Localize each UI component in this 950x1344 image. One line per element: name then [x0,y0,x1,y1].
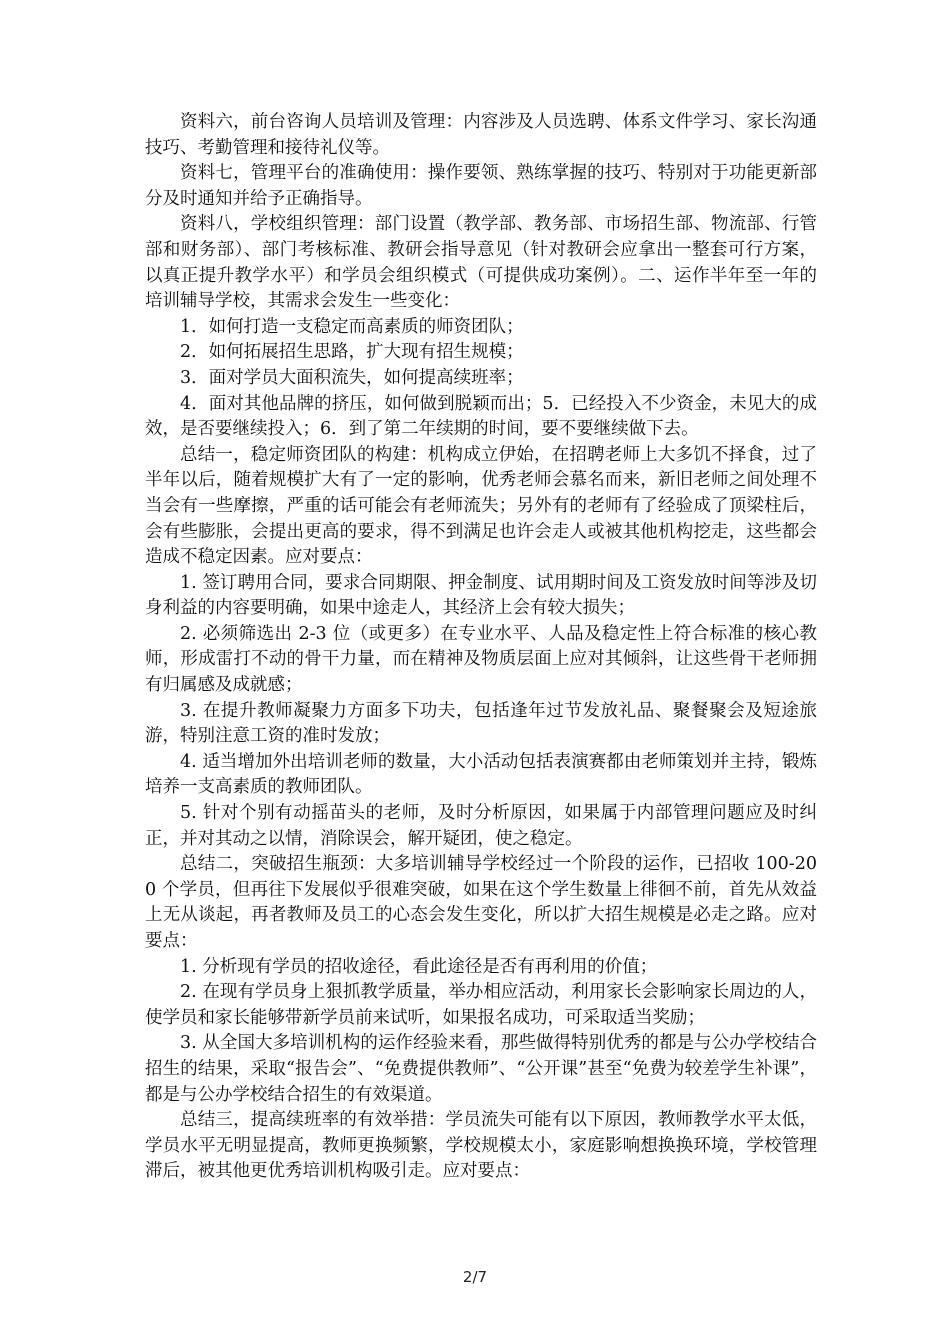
list-item-summary-one-1: 1. 签订聘用合同，要求合同期限、押金制度、试用期时间及工资发放时间等涉及切身利益的内容要明确，如果中途走人，其经济上会有较大损失； [145,572,817,619]
list-item-summary-one-3: 3. 在提升教师凝聚力方面多下功夫，包括逢年过节发放礼品、聚餐聚会及短途旅游，特别注意工资的准时发放； [145,700,817,747]
list-item-summary-one-5: 5. 针对个别有动摇苗头的老师，及时分析原因，如果属于内部管理问题应及时纠正，并对其动之以情，消除误会，解开疑团，使之稳定。 [145,803,817,849]
paragraph-material-eight: 资料八，学校组织管理：部门设置（教学部、教务部、市场招生部、物流部、行管部和财务部）、部门考核标准、教研会指导意见（针对教研会应拿出一整套可行方案，以真正提升教学水平）和学员会组织模式（可提供成功案例）。二、运作半年至一年的培训辅导学校，其需求会发生一些变化： [145,214,817,312]
list-item-summary-two-1: 1. 分析现有学员的招收途径，看此途径是否有再利用的价值； [180,956,658,977]
list-item-summary-one-2: 2. 必须筛选出 2-3 位（或更多）在专业水平、人品及稳定性上符合标准的核心教师，形成雷打不动的骨干力量，而在精神及物质层面上应对其倾斜，让这些骨干老师拥有归属感及成就感； [145,623,817,696]
list-item-need-3: 3．面对学员大面积流失，如何提高续班率； [180,367,524,388]
paragraph-summary-one: 总结一，稳定师资团队的构建：机构成立伊始，在招聘老师上大多饥不择食，过了半年以后，随着规模扩大有了一定的影响，优秀老师会慕名而来，新旧老师之间处理不当会有一些摩擦，严重的话可能会有老师流失；另外有的老师有了经验成了顶梁柱后，会有些膨胀，会提出更高的要求，得不到满足也许会走人或被其他机构挖走，这些都会造成不稳定因素。应对要点： [145,444,817,568]
list-item-need-2: 2．如何拓展招生思路，扩大现有招生规模； [180,342,524,363]
paragraph-summary-three: 总结三，提高续班率的有效举措：学员流失可能有以下原因，教师教学水平太低，学员水平无明显提高，教师更换频繁，学校规模太小，家庭影响想换换环境，学校管理滞后，被其他更优秀培训机构吸引走。应对要点： [145,1110,817,1182]
paragraph-summary-two: 总结二，突破招生瓶颈：大多培训辅导学校经过一个阶段的运作，已招收 100-200 个学员，但再往下发展似乎很难突破，如果在这个学生数量上徘徊不前，首先从效益上无从谈起，再者教师及员工的心态会发生变化，所以扩大招生规模是必走之路。应对要点： [145,854,817,951]
document-body [145,110,817,1185]
list-item-need-1: 1．如何打造一支稳定而高素质的师资团队； [180,316,524,337]
page-number: 2/7 [462,1268,488,1286]
list-item-summary-two-3: 3. 从全国大多培训机构的运作经验来看，那些做得特别优秀的都是与公办学校结合招生的结果，采取“报告会”、“免费提供教师”、“公开课”甚至“免费为较差学生补课”，都是与公办学校结合招生的有效渠道。 [145,1033,817,1105]
paragraph-material-six: 资料六，前台咨询人员培训及管理：内容涉及人员选聘、体系文件学习、家长沟通技巧、考勤管理和接待礼仪等。 [145,112,817,158]
paragraph-material-seven: 资料七，管理平台的准确使用：操作要领、熟练掌握的技巧、特别对于功能更新部分及时通知并给予正确指导。 [145,163,817,209]
list-item-need-4-6: 4．面对其他品牌的挤压，如何做到脱颖而出；5．已经投入不少资金，未见大的成效，是否要继续投入；6．到了第二年续期的时间，要不要继续做下去。 [145,393,817,440]
list-item-summary-two-2: 2. 在现有学员身上狠抓教学质量，举办相应活动，利用家长会影响家长周边的人，使学员和家长能够带新学员前来试听，如果报名成功，可采取适当奖励； [145,982,817,1028]
list-item-summary-one-4: 4. 适当增加外出培训老师的数量，大小活动包括表演赛都由老师策划并主持，锻炼培养一支高素质的教师团队。 [145,751,817,798]
